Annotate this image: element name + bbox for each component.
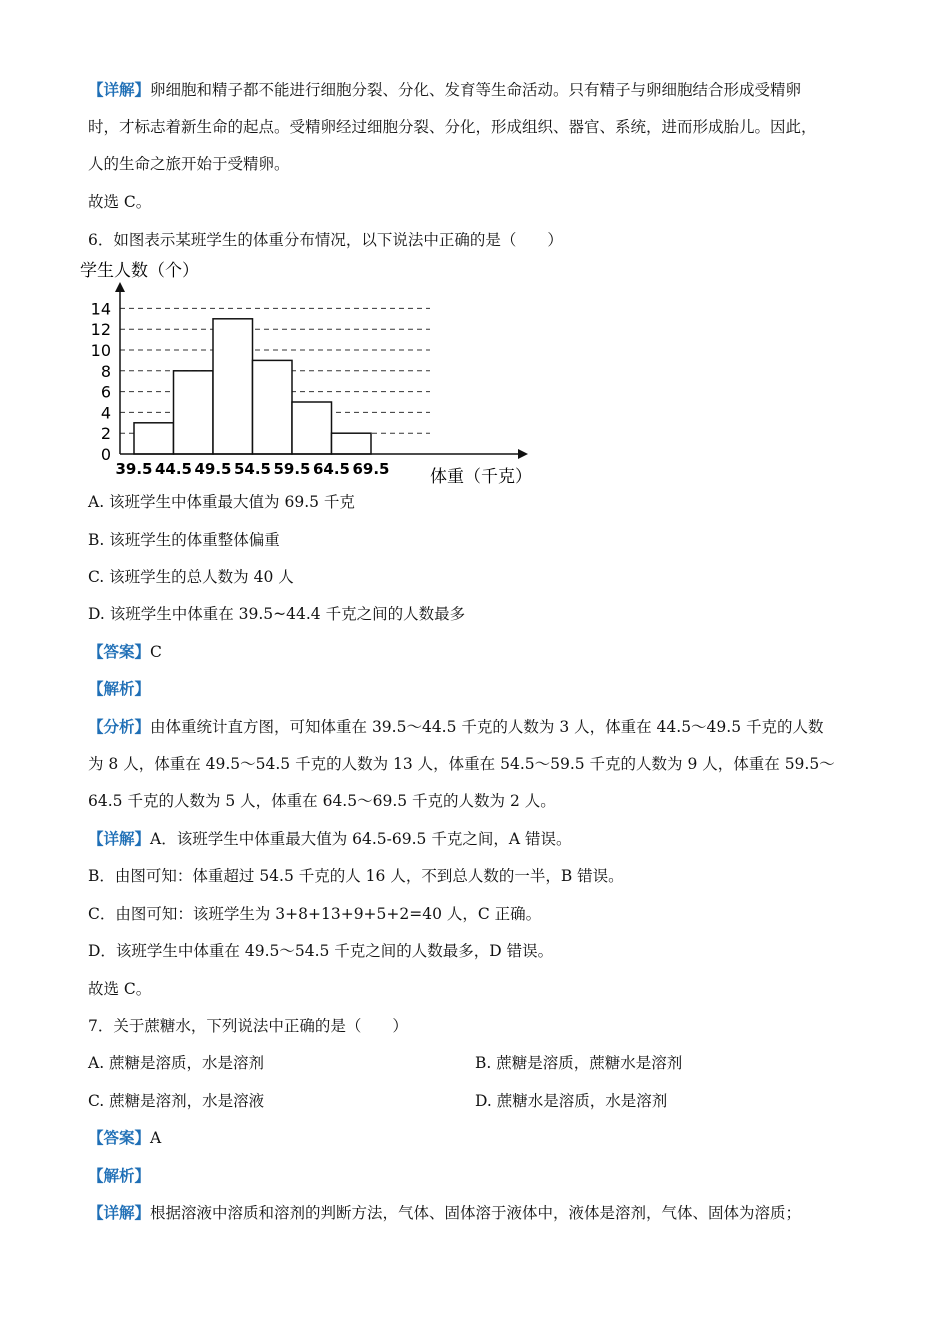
y-tick-label: 12: [90, 320, 111, 340]
detail-tag: 【详解】: [88, 829, 151, 848]
x-axis-arrow-icon: [518, 449, 528, 459]
histogram-bar: [253, 360, 293, 454]
answer-value: C: [150, 643, 162, 661]
q6-detail-line-a: [88, 828, 571, 850]
y-axis-arrow-icon: [115, 282, 125, 292]
histogram-bar: [213, 319, 253, 454]
q6-answer: [88, 641, 162, 663]
y-tick-label: 0: [100, 445, 111, 464]
q6-option-c: C. 该班学生的总人数为 40 人: [88, 568, 294, 586]
bars: [134, 319, 371, 454]
fenxi-text-1: 由体重统计直方图，可知体重在 39.5～44.5 千克的人数为 3 人，体重在 44.5～49.5 千克的人数: [150, 718, 824, 736]
weight-histogram: [78, 258, 548, 490]
y-tick-label: 2: [100, 424, 111, 444]
x-axis-label: 体重（千克）: [430, 467, 532, 487]
q5-conclusion: 故选 C。: [88, 193, 152, 211]
y-tick-label: 14: [90, 299, 111, 319]
q5-detail-line-2: 时，才标志着新生命的起点。受精卵经过细胞分裂、分化，形成组织、器官、系统，进而形成胎儿。因此，: [88, 118, 817, 136]
detail-text-a: A．该班学生中体重最大值为 64.5-69.5 千克之间，A 错误。: [150, 830, 572, 848]
x-tick-label: 64.5: [312, 460, 351, 478]
q6-analysis-tag: 【解析】: [88, 679, 151, 698]
histogram-bar: [332, 433, 372, 454]
q7-option-d: D. 蔗糖水是溶质，水是溶剂: [475, 1092, 668, 1110]
q7-answer: [88, 1127, 161, 1149]
answer-value: A: [150, 1129, 162, 1147]
detail-tag: 【详解】: [88, 1203, 151, 1222]
q6-option-a: A. 该班学生中体重最大值为 69.5 千克: [88, 493, 355, 511]
q7-option-c: C. 蔗糖是溶剂，水是溶液: [88, 1092, 265, 1110]
histogram-bar: [174, 371, 214, 454]
q6-fenxi-line-2: 为 8 人，体重在 49.5～54.5 千克的人数为 13 人，体重在 54.5～59.5 千克的人数为 9 人，体重在 59.5～: [88, 755, 835, 773]
q6-fenxi-line-1: [88, 716, 824, 738]
y-tick-label: 10: [90, 341, 111, 360]
q5-detail-line-3: 人的生命之旅开始于受精卵。: [88, 155, 290, 173]
detail-tag: 【详解】: [88, 80, 151, 99]
x-tick-label: 44.5: [154, 460, 193, 478]
q6-detail-line-b: B．由图可知：体重超过 54.5 千克的人 16 人，不到总人数的一半，B 错误。: [88, 867, 624, 885]
x-tick-label: 54.5: [233, 460, 272, 478]
q6-detail-line-c: C．由图可知：该班学生为 3+8+13+9+5+2=40 人，C 正确。: [88, 905, 542, 923]
q6-detail-line-d: D．该班学生中体重在 49.5～54.5 千克之间的人数最多，D 错误。: [88, 942, 554, 960]
q6-conclusion: 故选 C。: [88, 980, 152, 998]
x-tick-label: 59.5: [273, 460, 311, 478]
q5-detail-text-1: 卵细胞和精子都不能进行细胞分裂、分化、发育等生命活动。只有精子与卵细胞结合形成受精卵: [150, 81, 802, 99]
fenxi-tag: 【分析】: [88, 717, 151, 736]
q7-option-a: A. 蔗糖是溶质，水是溶剂: [88, 1054, 265, 1072]
q6-option-d: D. 该班学生中体重在 39.5~44.4 千克之间的人数最多: [88, 605, 466, 623]
histogram-bar: [292, 402, 332, 454]
q7-detail-text-1: 根据溶液中溶质和溶剂的判断方法，气体、固体溶于液体中，液体是溶剂，气体、固体为溶质；: [150, 1204, 802, 1222]
q5-detail-line-1: [88, 79, 801, 101]
y-tick-label: 4: [100, 403, 111, 423]
q7-analysis-tag: 【解析】: [88, 1166, 151, 1185]
x-tick-label: 39.5: [115, 460, 153, 478]
q6-stem: 6．如图表示某班学生的体重分布情况，以下说法中正确的是（ ）: [88, 231, 563, 249]
q7-stem: 7．关于蔗糖水，下列说法中正确的是（ ）: [88, 1017, 408, 1035]
histogram-bar: [134, 423, 174, 454]
x-tick-label: 49.5: [194, 460, 232, 478]
y-tick-labels: [91, 299, 111, 464]
q6-fenxi-line-3: 64.5 千克的人数为 5 人，体重在 64.5～69.5 千克的人数为 2 人。: [88, 792, 556, 810]
q7-detail-line-1: [88, 1202, 801, 1224]
answer-tag: 【答案】: [88, 642, 151, 661]
y-axis-label: 学生人数（个）: [80, 261, 199, 281]
y-tick-label: 6: [100, 382, 111, 402]
y-tick-label: 8: [100, 361, 111, 381]
q7-option-b: B. 蔗糖是溶质，蔗糖水是溶剂: [475, 1054, 683, 1072]
x-tick-label: 69.5: [352, 460, 390, 478]
x-tick-labels: [115, 460, 389, 478]
q6-option-b: B. 该班学生的体重整体偏重: [88, 531, 280, 549]
answer-tag: 【答案】: [88, 1128, 151, 1147]
